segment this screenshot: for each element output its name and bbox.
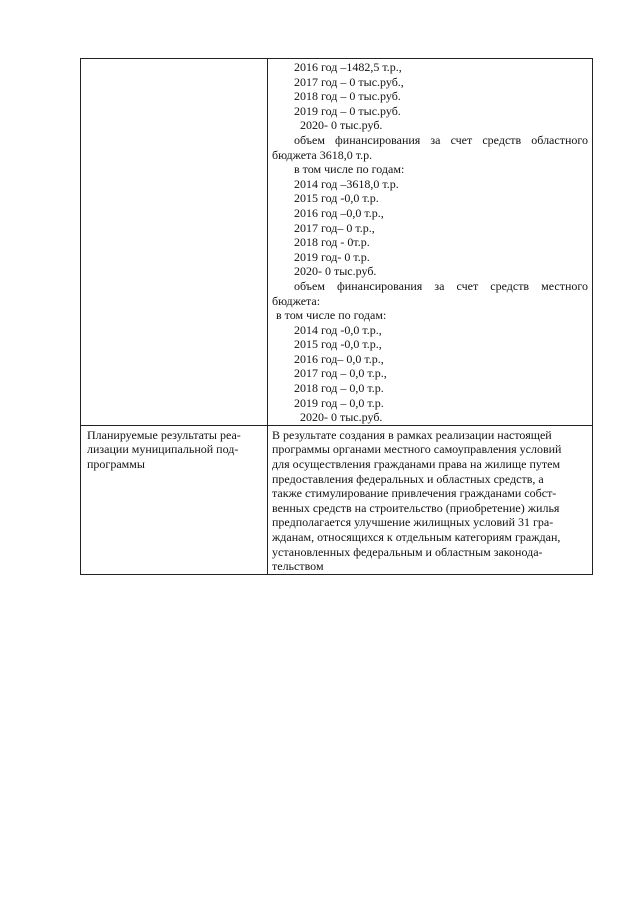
results-label-cell bbox=[81, 425, 268, 574]
results-text-line: предполагается улучшение жилищных условий 31 гра- bbox=[272, 515, 554, 530]
results-label-line: лизации муниципальной под- bbox=[87, 442, 239, 457]
results-text-line: венных средств на строительство (приобретение) жилья bbox=[272, 500, 560, 515]
results-text-line: жданам, относящихся к отдельным категориям граждан, bbox=[272, 530, 561, 544]
results-text-line: для осуществления гражданами права на жилище путем bbox=[272, 457, 561, 472]
oblast-year-line: 2016 год –0,0 т.р., bbox=[294, 205, 384, 220]
local-years-label: в том числе по годам: bbox=[276, 308, 387, 323]
local-year-line: 2020- 0 тыс.руб. bbox=[300, 410, 383, 425]
results-label bbox=[81, 426, 267, 472]
local-heading: объем финансирования за счет средств местного bbox=[294, 278, 588, 293]
funding-line: 2017 год – 0 тыс.руб., bbox=[294, 74, 404, 89]
results-row bbox=[81, 425, 593, 574]
results-text-line: программы органами местного самоуправления условий bbox=[272, 442, 562, 457]
local-year-line: 2019 год – 0,0 т.р. bbox=[294, 395, 384, 410]
funding-line: 2018 год – 0 тыс.руб. bbox=[294, 89, 401, 104]
local-budget-label: бюджета: bbox=[272, 293, 321, 308]
results-text-line: тельством bbox=[272, 559, 324, 574]
oblast-year-line: 2014 год –3618,0 т.р. bbox=[294, 176, 399, 191]
oblast-years-label: в том числе по годам: bbox=[294, 162, 405, 177]
local-year-line: 2017 год – 0,0 т.р., bbox=[294, 366, 387, 381]
funding-line: 2016 год –1482,5 т.р., bbox=[294, 60, 402, 74]
program-table bbox=[80, 58, 593, 575]
funding-label-cell bbox=[81, 59, 268, 426]
oblast-heading: объем финансирования за счет средств областного bbox=[294, 132, 588, 147]
oblast-year-line: 2018 год - 0т.р. bbox=[294, 235, 370, 250]
results-text-line: предоставления федеральных и областных средств, а bbox=[272, 471, 544, 486]
funding-row bbox=[81, 59, 593, 426]
results-text-line: установленных федеральным и областным законода- bbox=[272, 544, 543, 559]
results-label-line: программы bbox=[87, 457, 145, 472]
funding-line: 2019 год – 0 тыс.руб. bbox=[294, 103, 401, 118]
results-text bbox=[268, 426, 592, 574]
oblast-year-line: 2015 год -0,0 т.р. bbox=[294, 191, 379, 206]
local-year-line: 2015 год -0,0 т.р., bbox=[294, 337, 382, 352]
funding-cell bbox=[268, 59, 593, 426]
oblast-year-line: 2017 год– 0 т.р., bbox=[294, 220, 375, 235]
oblast-year-line: 2019 год- 0 т.р. bbox=[294, 249, 370, 264]
oblast-total: бюджета 3618,0 т.р. bbox=[272, 147, 373, 162]
local-year-line: 2014 год -0,0 т.р., bbox=[294, 322, 382, 337]
results-text-line: В результате создания в рамках реализации настоящей bbox=[272, 427, 552, 442]
oblast-year-line: 2020- 0 тыс.руб. bbox=[294, 264, 377, 279]
results-text-cell bbox=[268, 425, 593, 574]
results-text-line: также стимулирование привлечения гражданами собст- bbox=[272, 486, 557, 501]
funding-line: 2020- 0 тыс.руб. bbox=[300, 118, 383, 133]
local-year-line: 2016 год– 0,0 т.р., bbox=[294, 351, 384, 366]
results-label-line: Планируемые результаты реа- bbox=[87, 427, 241, 442]
local-year-line: 2018 год – 0,0 т.р. bbox=[294, 381, 384, 396]
